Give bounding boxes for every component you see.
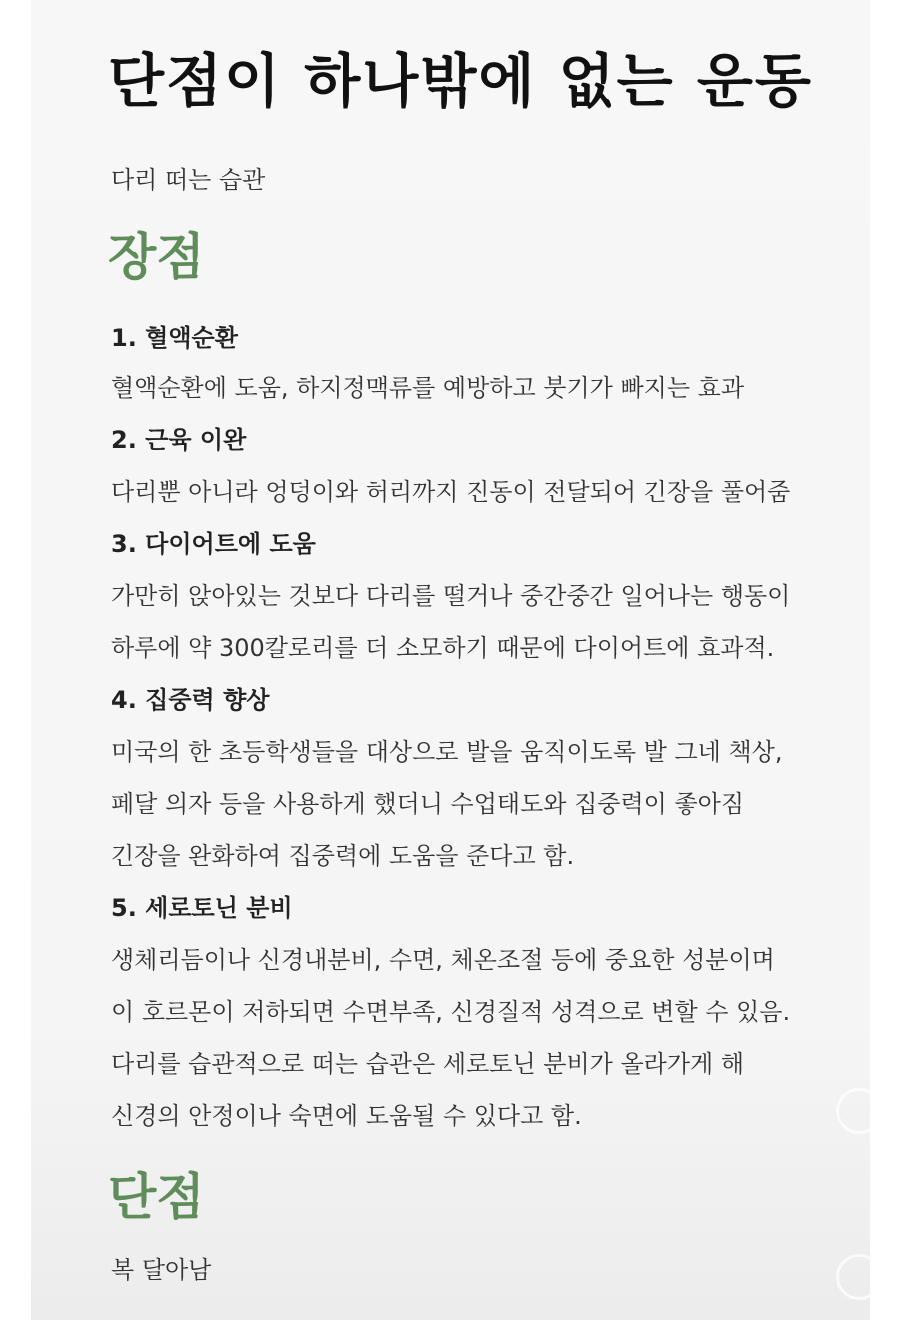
pros-item-heading: 2. 근육 이완 [111,426,247,454]
overlay-circle-icon [836,1088,882,1134]
overlay-circle-icon [836,1254,882,1300]
pros-item-heading: 1. 혈액순환 [111,324,238,352]
pros-item-text: 신경의 안정이나 숙면에 도움될 수 있다고 함. [111,1102,582,1130]
pros-item-text: 하루에 약 300칼로리를 더 소모하기 때문에 다이어트에 효과적. [111,634,775,662]
pros-item-text: 생체리듬이나 신경내분비, 수면, 체온조절 등에 중요한 성분이며 [111,946,775,974]
pros-item-text: 다리뿐 아니라 엉덩이와 허리까지 진동이 전달되어 긴장을 풀어줌 [111,478,791,506]
cons-item-text: 복 달아남 [111,1256,212,1284]
pros-item-heading: 3. 다이어트에 도움 [111,530,316,558]
page-subtitle: 다리 떠는 습관 [111,166,266,194]
pros-item-text: 긴장을 완화하여 집중력에 도움을 준다고 함. [111,842,575,870]
cons-heading: 단점 [108,1168,205,1226]
pros-item-text: 이 호르몬이 저하되면 수면부족, 신경질적 성격으로 변할 수 있음. [111,998,791,1026]
pros-item-heading: 5. 세로토닌 분비 [111,894,293,922]
pros-item-text: 혈액순환에 도움, 하지정맥류를 예방하고 붓기가 빠지는 효과 [111,374,745,402]
pros-item-text: 페달 의자 등을 사용하게 했더니 수업태도와 집중력이 좋아짐 [111,790,745,818]
page-title: 단점이 하나밖에 없는 운동 [108,47,813,115]
article-card [31,0,870,1320]
pros-item-text: 다리를 습관적으로 떠는 습관은 세로토닌 분비가 올라가게 해 [111,1050,745,1078]
pros-item-text: 미국의 한 초등학생들을 대상으로 발을 움직이도록 발 그네 책상, [111,738,783,766]
pros-heading: 장점 [108,228,205,286]
pros-item-text: 가만히 앉아있는 것보다 다리를 떨거나 중간중간 일어나는 행동이 [111,582,791,610]
pros-item-heading: 4. 집중력 향상 [111,686,270,714]
